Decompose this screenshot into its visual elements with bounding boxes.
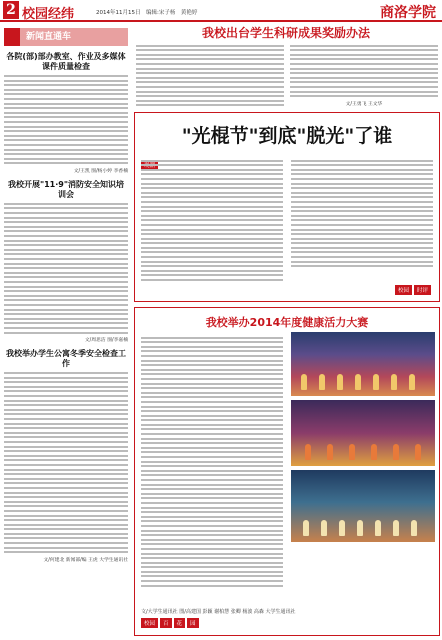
dance-photo-3 <box>291 470 435 542</box>
dance-photo-1 <box>291 332 435 396</box>
article-1-title: 各院(部)部办教室、作业及多媒体课件质量检查 <box>6 52 126 71</box>
anniv-tag-1: 校园 <box>141 618 158 628</box>
essay-body-left <box>141 157 283 284</box>
essay-footer-tag-1: 校园 <box>395 285 412 295</box>
main-article-body-left <box>136 42 284 109</box>
article-2-title: 我校开展"11·9"消防安全知识培训会 <box>7 179 125 199</box>
date-line: 2014年11月15日 编辑:宋子杨 黄艳婷 <box>96 10 198 16</box>
essay-title: "光棍节"到底"脱光"了谁 <box>181 125 393 147</box>
main-article-author: 文/王勇飞 王文华 <box>345 101 383 107</box>
dance-photo-2 <box>291 400 435 466</box>
main-headline: 我校出台学生科研成果奖励办法 <box>201 26 370 40</box>
essay-footer-tag-2: 时评 <box>414 285 431 295</box>
anniversary-body <box>141 334 283 589</box>
article-3-body <box>4 372 128 553</box>
article-1-body <box>4 75 128 164</box>
section-title: 校园经纬 <box>22 7 75 22</box>
anniversary-title: 我校举办2014年度健康活力大赛 <box>205 316 369 329</box>
brand-name: 商洛学院 <box>380 5 436 21</box>
news-section-label: 新闻直通车 <box>4 28 128 46</box>
anniv-tag-2: 百 <box>160 618 172 628</box>
anniv-tag-3: 花 <box>174 618 186 628</box>
page-header <box>0 0 442 22</box>
article-3-title: 我校举办学生公寓冬季安全检查工作 <box>6 349 126 369</box>
article-2-author: 文/周思洁 图/李嘉楠 <box>84 338 128 344</box>
anniversary-box <box>134 307 440 636</box>
anniversary-footer: 文/大学生通讯社 图/高建国 彭颖 谢柏慧 张卿 杨波 高森 大学生通讯社 <box>141 609 296 615</box>
anniv-tag-4: 园 <box>187 618 199 628</box>
article-2-body <box>4 203 128 334</box>
article-3-author: 文/何建北 新闻部/编 王虎 大学生通讯社 <box>43 557 128 563</box>
article-1-author: 文/王凯 图/杨小婷 李香楠 <box>73 168 128 174</box>
essay-body-right <box>291 157 433 270</box>
page-number: 2 <box>3 1 19 19</box>
essay-box <box>134 112 440 302</box>
main-article-body-right <box>290 42 438 110</box>
left-column <box>4 28 128 636</box>
